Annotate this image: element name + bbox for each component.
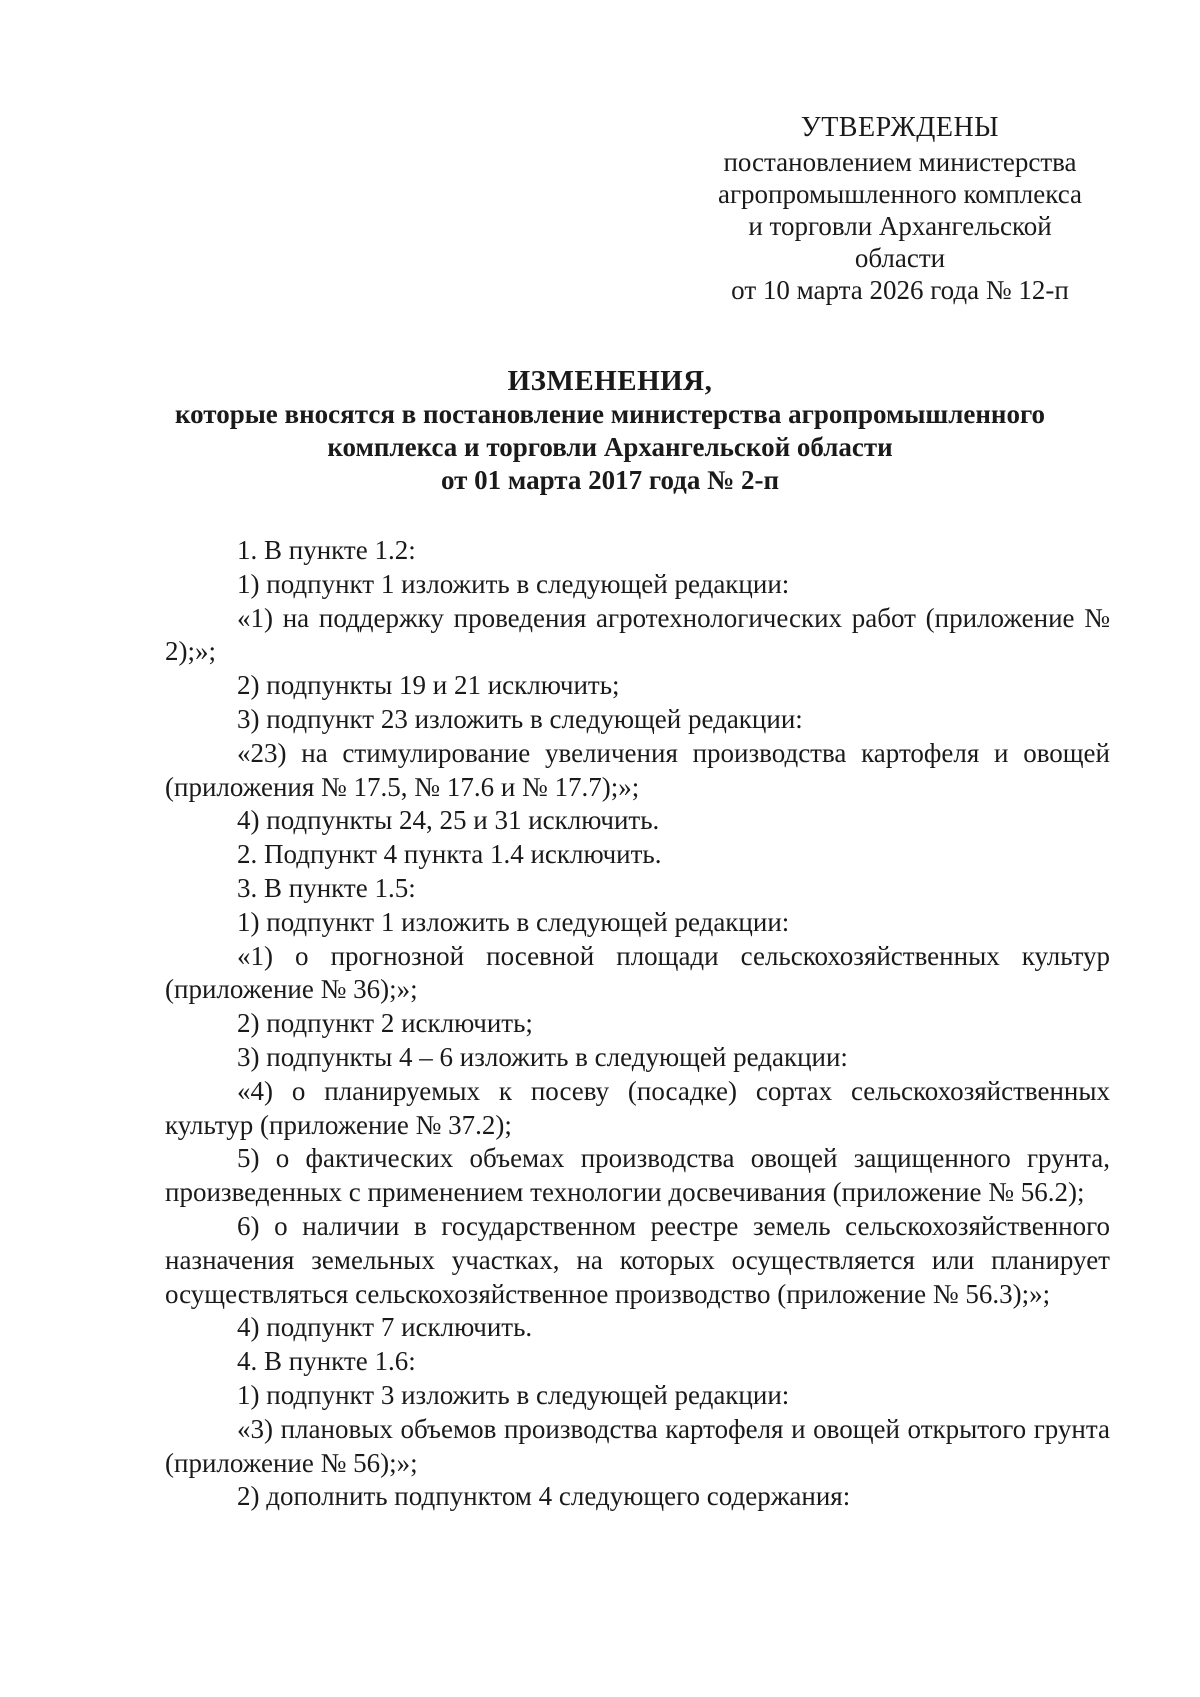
title-line: от 01 марта 2017 года № 2-п [440,465,779,495]
paragraph: 1) подпункт 3 изложить в следующей редакции: [237,1379,790,1410]
paragraph: 1) подпункт 1 изложить в следующей редакции: [237,568,790,599]
paragraph: 2. Подпункт 4 пункта 1.4 исключить. [237,839,662,870]
paragraph: «3) плановых объемов производства картофеля и овощей открытого грунта (приложение № 56);»; [165,1413,1110,1478]
paragraph: 1) подпункт 1 изложить в следующей редакции: [237,906,790,937]
paragraph: «4) о планируемых к посеву (посадке) сортах сельскохозяйственных культур (приложение № 37.2); [165,1075,1110,1140]
paragraph: «23) на стимулирование увеличения производства картофеля и овощей (приложения № 17.5, № 17.6 и № 17.7);»; [165,737,1110,802]
paragraph: 4) подпункт 7 исключить. [237,1312,533,1343]
paragraph: 3. В пункте 1.5: [237,872,416,903]
paragraph: 4. В пункте 1.6: [237,1346,416,1377]
approval-line: агропромышленного комплекса [718,179,1082,209]
approval-line: от 10 марта 2026 года № 12-п [731,275,1069,305]
paragraph: 3) подпункты 4 – 6 изложить в следующей редакции: [237,1041,848,1072]
paragraph: 2) дополнить подпунктом 4 следующего содержания: [237,1481,851,1512]
title-line: которые вносятся в постановление министерства агропромышленного [174,399,1046,429]
paragraph: 4) подпункты 24, 25 и 31 исключить. [237,805,660,836]
title-line: комплекса и торговли Архангельской области [327,432,893,462]
approval-stamp-block [700,112,1100,306]
paragraph: «1) о прогнозной посевной площади сельскохозяйственных культур (приложение № 36);»; [165,940,1110,1005]
document-title: ИЗМЕНЕНИЯ, [507,365,713,397]
approval-line: и торговли Архангельской [748,211,1052,241]
paragraph: 1. В пункте 1.2: [237,535,416,565]
paragraph: 2) подпункт 2 исключить; [237,1008,533,1039]
paragraph: «1) на поддержку проведения агротехнологических работ (приложение № 2);»; [165,602,1110,667]
paragraph: 5) о фактических объемах производства овощей защищенного грунта, произведенных с применением технологии досвечивания (приложение № 56.2); [165,1143,1110,1208]
paragraph: 2) подпункты 19 и 21 исключить; [237,670,620,701]
approval-line: области [854,243,946,273]
document-title-block [130,365,1090,497]
paragraph: 6) о наличии в государственном реестре земель сельскохозяйственного назначения земельных участках, на которых осуществляется или планирует осуществляться сельскохозяйственное производство (приложение № 56.3);»; [165,1210,1110,1309]
approval-heading: УТВЕРЖДЕНЫ [800,112,1000,143]
approval-line: постановлением министерства [723,147,1077,177]
document-body [165,534,1110,1514]
paragraph: 3) подпункт 23 изложить в следующей редакции: [237,703,803,734]
